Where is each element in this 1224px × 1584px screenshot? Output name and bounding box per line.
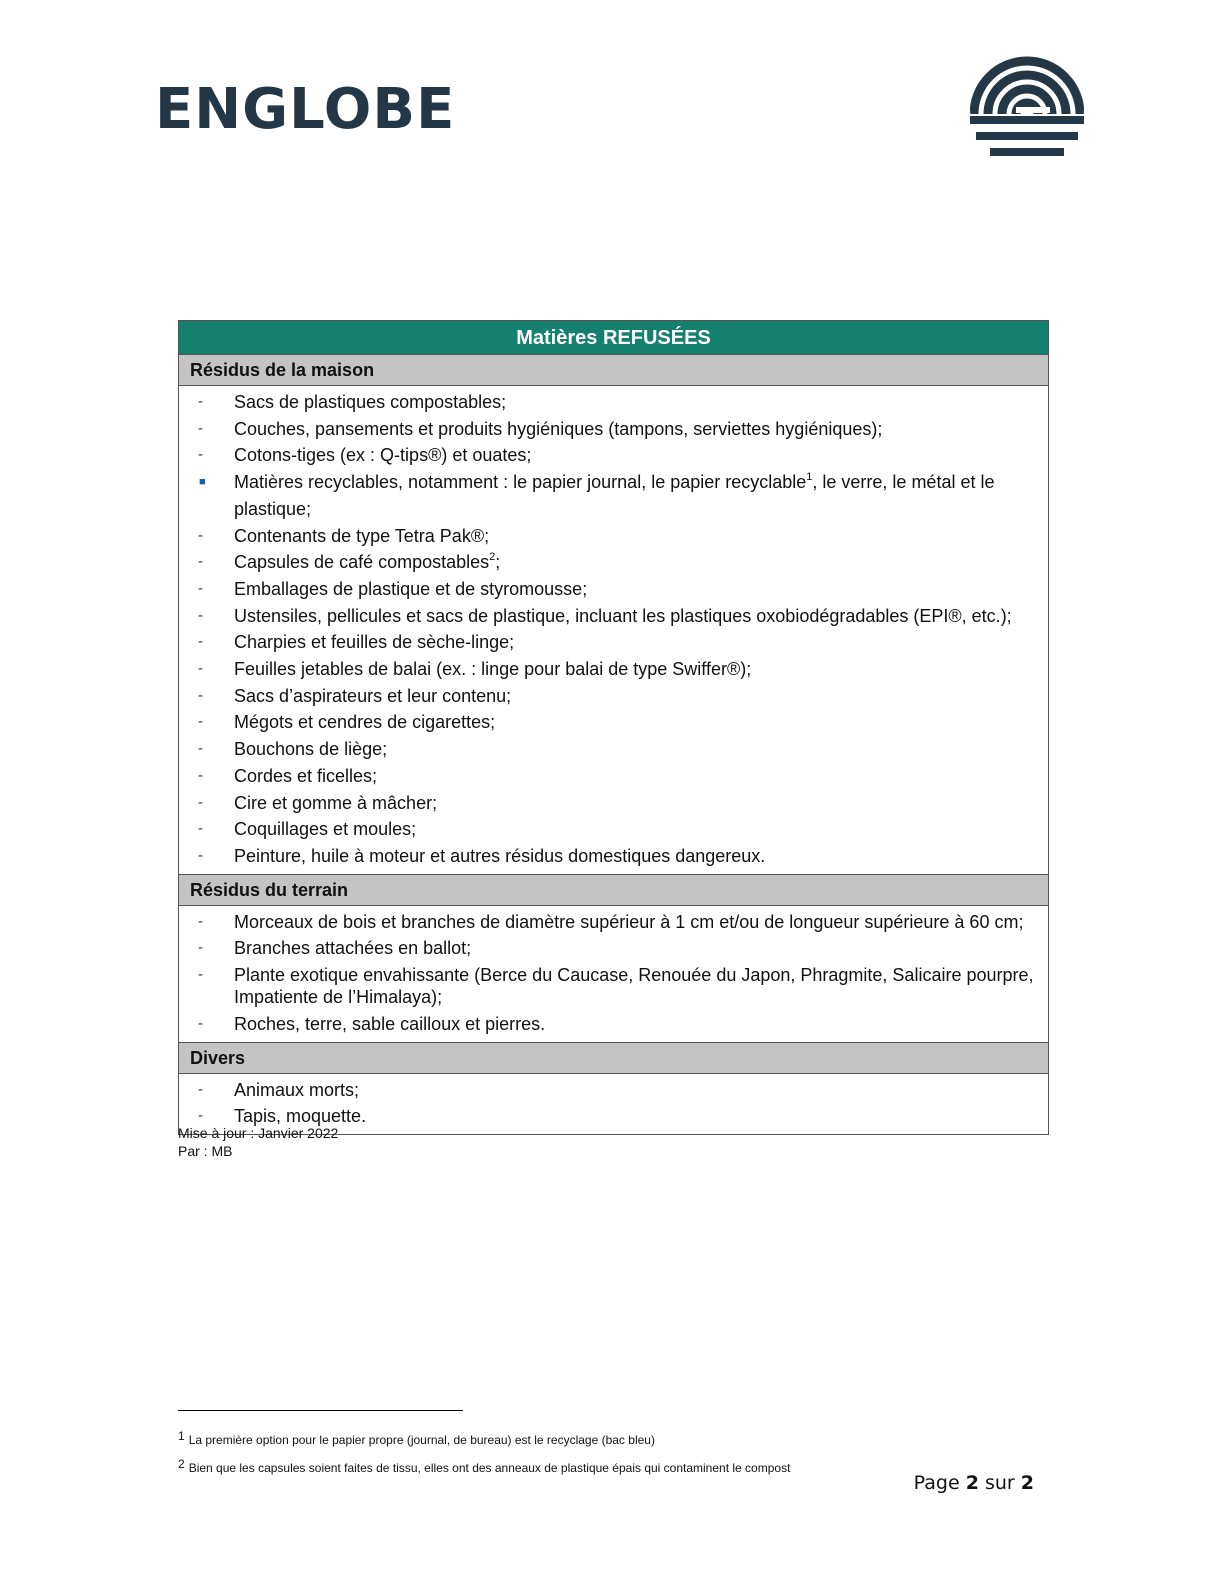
list-item: - Sacs de plastiques compostables; [179, 389, 1048, 416]
dash-bullet: - [198, 1015, 203, 1033]
dash-bullet: - [198, 820, 203, 838]
refused-materials-table [178, 320, 1049, 1135]
footnote-separator [178, 1410, 463, 1411]
list-item: - Ustensiles, pellicules et sacs de plastique, incluant les plastiques oxobiodégradables (EPI®, etc.); [179, 603, 1048, 630]
dash-bullet: - [198, 793, 203, 811]
brand-logo-text: ENGLOBE [155, 77, 456, 142]
dash-bullet: - [198, 393, 203, 410]
list-item: - Cire et gomme à mâcher; [179, 790, 1048, 817]
list-item: - Bouchons de liège; [179, 736, 1048, 763]
update-note [178, 1124, 338, 1160]
dash-bullet: - [198, 633, 203, 651]
table-title: Matières REFUSÉES [179, 321, 1048, 355]
dash-bullet: - [198, 419, 203, 437]
footnote-ref-2: 2 [489, 551, 496, 564]
dash-bullet: - [198, 1107, 203, 1125]
list-item: - Sacs d’aspirateurs et leur contenu; [179, 683, 1048, 710]
dash-bullet: - [198, 660, 203, 678]
list-item: - Morceaux de bois et branches de diamètre supérieur à 1 cm et/ou de longueur supérieure à 60 cm; [179, 909, 1048, 936]
list-item: - Feuilles jetables de balai (ex. : linge pour balai de type Swiffer®); [179, 656, 1048, 683]
section-heading-terrain: Résidus du terrain [179, 875, 1048, 906]
dash-bullet: - [198, 740, 203, 758]
list-item: - Charpies et feuilles de sèche-linge; [179, 629, 1048, 656]
dash-bullet: - [198, 553, 203, 571]
dash-bullet: - [198, 912, 203, 930]
dash-bullet: - [198, 526, 203, 544]
list-item: - Couches, pansements et produits hygiéniques (tampons, serviettes hygiéniques); [179, 416, 1048, 443]
page-number: Page 2 sur 2 [913, 1472, 1034, 1494]
dash-bullet: - [198, 846, 203, 864]
footnote-ref-1: 1 [806, 471, 813, 484]
update-author: Par : MB [178, 1143, 233, 1159]
square-bullet-icon: ■ [199, 476, 206, 489]
list-item: - Contenants de type Tetra Pak®; [179, 523, 1048, 550]
list-item: - Peinture, huile à moteur et autres résidus domestiques dangereux. [179, 843, 1048, 870]
footnote-2: 2 Bien que les capsules soient faites de tissu, elles ont des anneaux de plastique épais qui contaminent le compost [178, 1457, 791, 1475]
footnote-1: 1 La première option pour le papier propre (journal, de bureau) est le recyclage (bac bleu) [178, 1429, 655, 1447]
list-item: - Capsules de café compostables$^2$; [179, 549, 1048, 576]
list-item: - Coquillages et moules; [179, 816, 1048, 843]
dash-bullet: - [198, 446, 203, 464]
list-item: - Mégots et cendres de cigarettes; [179, 709, 1048, 736]
dash-bullet: - [198, 579, 203, 597]
dash-bullet: - [198, 966, 203, 984]
list-item: ■ Matières recyclables, notamment : le papier journal, le papier recyclable$^1$, le verre, le métal et le plastique; [179, 469, 1048, 522]
list-item: - Emballages de plastique et de styromousse; [179, 576, 1048, 603]
list-item: - Tapis, moquette. [179, 1103, 1048, 1130]
section-list-terrain [179, 906, 1048, 1043]
dash-bullet: - [198, 766, 203, 784]
update-date: Mise à jour : Janvier 2022 [178, 1125, 339, 1141]
dash-bullet: - [198, 606, 203, 624]
dash-bullet: - [198, 713, 203, 731]
footnotes [178, 1424, 790, 1480]
dash-bullet: - [198, 1080, 203, 1098]
list-item: - Cordes et ficelles; [179, 763, 1048, 790]
list-item: - Animaux morts; [179, 1077, 1048, 1104]
list-item: - Plante exotique envahissante (Berce du Caucase, Renouée du Japon, Phragmite, Salicaire pourpre, Impatiente de l’Himalaya); [179, 962, 1048, 1011]
dash-bullet: - [198, 939, 203, 957]
englobe-globe-icon [968, 50, 1086, 168]
list-item: - Branches attachées en ballot; [179, 935, 1048, 962]
list-item: - Roches, terre, sable cailloux et pierres. [179, 1011, 1048, 1038]
section-heading-maison: Résidus de la maison [179, 355, 1048, 386]
section-heading-divers: Divers [179, 1043, 1048, 1074]
dash-bullet: - [198, 686, 203, 704]
list-item: - Cotons-tiges (ex : Q-tips®) et ouates; [179, 442, 1048, 469]
section-list-maison [179, 386, 1048, 875]
